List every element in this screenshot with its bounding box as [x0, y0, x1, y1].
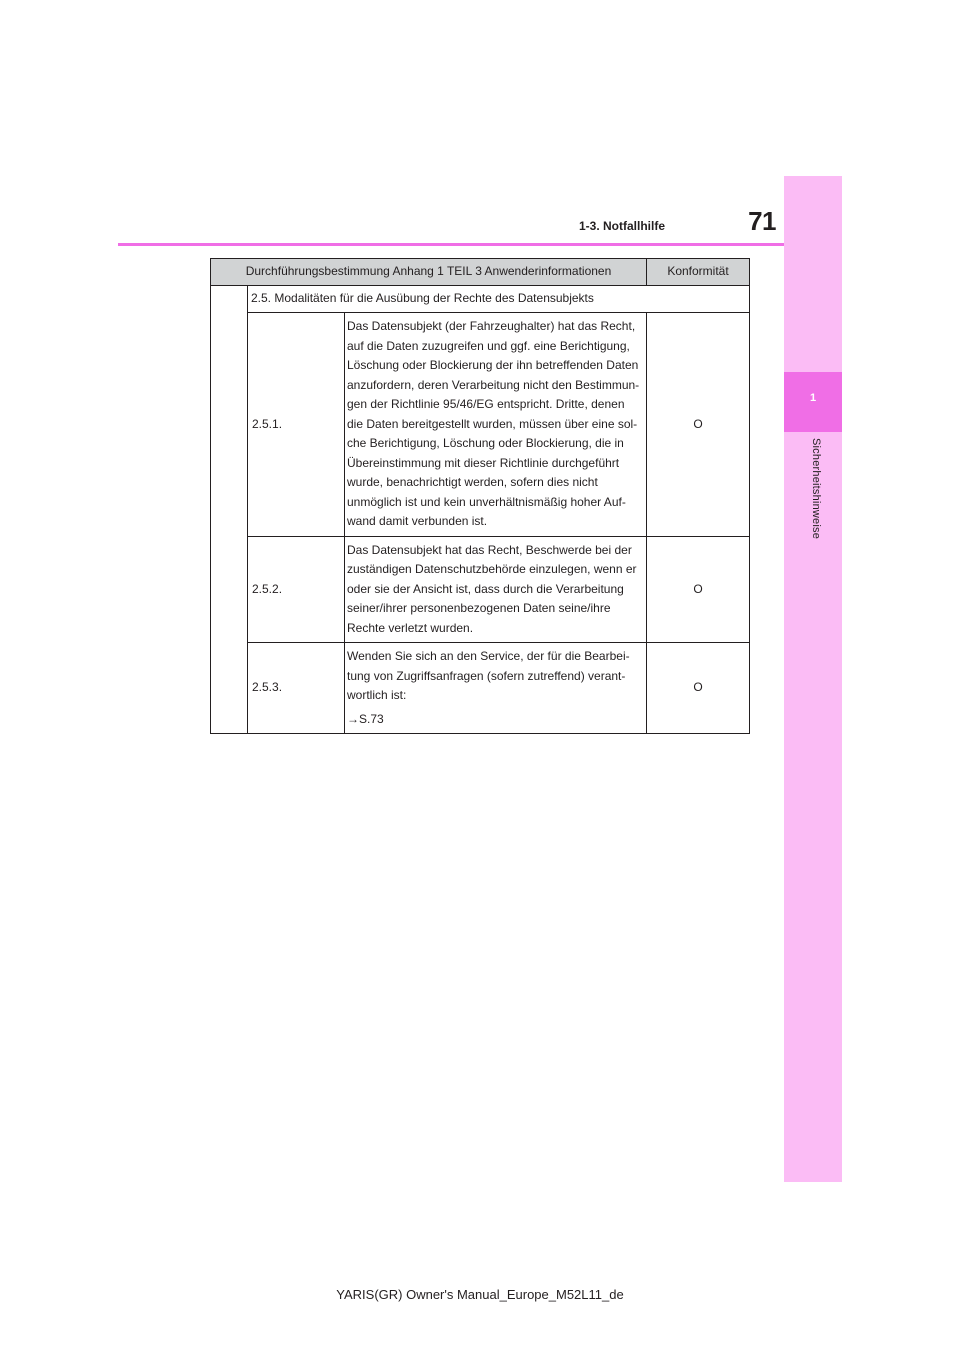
section-title: 1-3. Notfallhilfe: [579, 219, 666, 233]
column-header-requirements: Durchführungsbestimmung Anhang 1 TEIL 3 Anwenderinformationen: [211, 259, 647, 286]
column-header-conformity: Konformität: [647, 259, 750, 286]
row-text-cell: [345, 643, 647, 734]
table-row: [211, 643, 750, 734]
row-text: Das Datensubjekt hat das Recht, Beschwerde bei der zuständigen Datenschutzbehörde einzulegen, wenn er oder sie der Ansicht ist, dass durch die Verarbeitung seiner/ihrer personenbezogenen Daten seine/ihre Rechte verletzt wurden.: [345, 536, 647, 643]
row-conformity: O: [647, 313, 750, 537]
page-number: 71: [748, 206, 776, 236]
table-row: [211, 313, 750, 537]
indent-cell: [211, 286, 248, 734]
row-number: 2.5.1.: [248, 313, 345, 537]
table-section-row: [211, 286, 750, 313]
table-row: [211, 536, 750, 643]
header-divider: [118, 243, 784, 246]
row-number: 2.5.2.: [248, 536, 345, 643]
table-header-row: [211, 259, 750, 286]
page-reference-link[interactable]: →S.73: [347, 711, 384, 726]
footer-manual-id: YARIS(GR) Owner's Manual_Europe_M52L11_de: [336, 1287, 624, 1302]
section-heading: 2.5. Modalitäten für die Ausübung der Rechte des Datensubjekts: [248, 286, 750, 313]
row-text: Das Datensubjekt (der Fahrzeughalter) hat das Recht, auf die Daten zuzugreifen und ggf. eine Berichtigung, Löschung oder Blockierung der ihn betreffenden Daten anzufordern, deren Verarbeitung nicht den Bestimmun-gen der Richtlinie 95/46/EG entspricht. Dritte, denen die Daten bereitgestellt wurden, müssen über eine sol-che Berichtigung, Löschung oder Blockierung, die in Übereinstimmung mit dieser Richtlinie durchgeführt wurde, benachrichtigt werden, sofern dies nicht unmöglich ist und kein unverhältnismäßig hoher Auf-wand damit verbunden ist.: [345, 313, 647, 537]
row-conformity: O: [647, 643, 750, 734]
row-text: Wenden Sie sich an den Service, der für die Bearbei-tung von Zugriffsanfragen (sofern zutreffend) verant-wortlich ist:: [347, 649, 630, 702]
chapter-side-tab: [784, 176, 842, 1182]
row-conformity: O: [647, 536, 750, 643]
chapter-label: Sicherheitshinweise: [810, 438, 822, 540]
chapter-number: 1: [809, 392, 817, 404]
row-number: 2.5.3.: [248, 643, 345, 734]
user-information-table: [210, 258, 750, 734]
